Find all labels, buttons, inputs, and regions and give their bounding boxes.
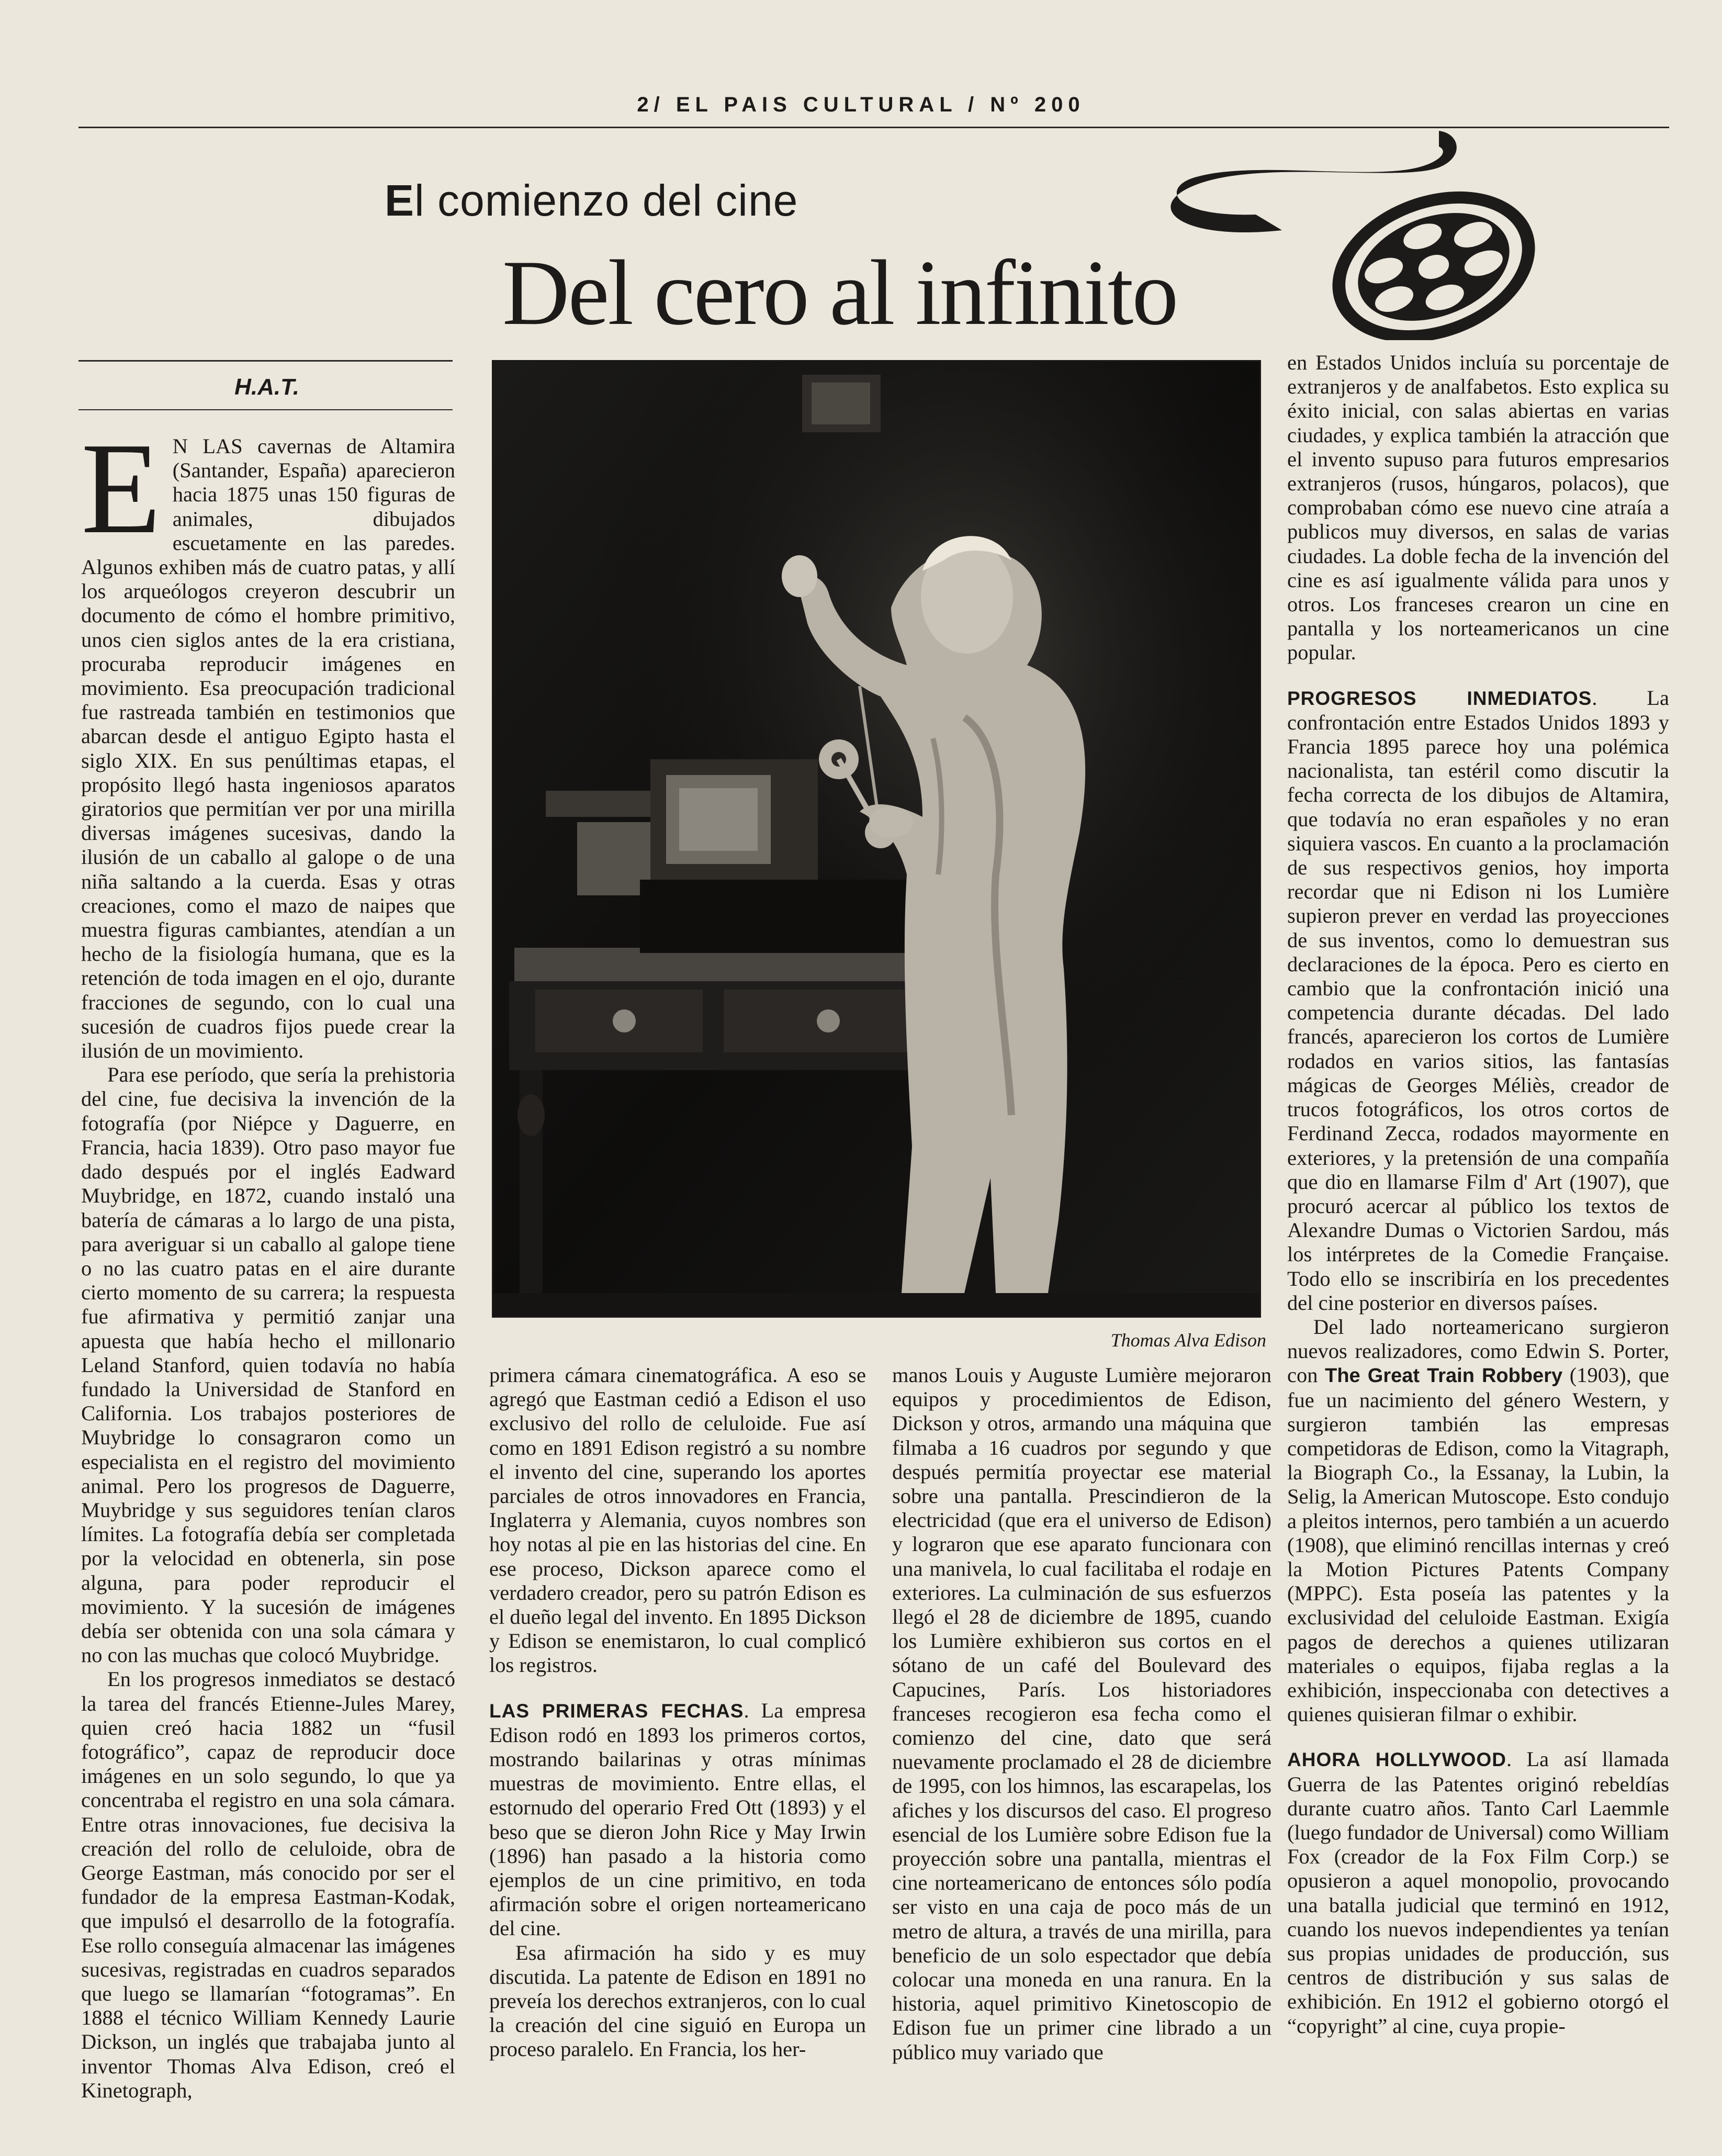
section-lead: AHORA HOLLYWOOD	[1287, 1749, 1506, 1771]
paragraph-text: . La así llamada Guerra de las Patentes originó rebeldías durante cuatro años. Tanto Carl Laemmle (luego fundador de Universal) como William Fox (creador de la Fox Film Corp.) se opusieron a aquel monopolio, provocando una batalla judicial que terminó en 1912, cuando los nuevos independientes ya tenían sus propias unidades de producción, sus centros de distribución y sus salas de exhibición. En 1912 el gobierno otorgó el “copyright” al cine, cuya propie-	[1287, 1747, 1669, 2038]
drop-cap: E	[81, 416, 161, 561]
kicker-rest: l comienzo del cine	[414, 176, 798, 225]
edison-photo-illustration	[493, 362, 1259, 1316]
running-head: 2/ EL PAIS CULTURAL / Nº 200	[637, 93, 1085, 116]
byline: H.A.T.	[234, 374, 299, 400]
paragraph-text: . La confrontación entre Estados Unidos 1893 y Francia 1895 parece hoy una polémica nacionalista, tan estéril como discutir la fecha correcta de los dibujos de Altamira, que todavía no eran españoles y no eran siquiera vascos. En cuanto a la proclamación de sus respectivos genios, hoy importa recordar que ni Edison ni los Lumière supieron prever en verdad las proyecciones de sus inventos, como lo demuestran sus declaraciones de la época. Pero es cierto en cambio que la confrontación inició una competencia durante décadas. Del lado francés, aparecieron los cortos de Lumière rodados en varios sitios, las fantasías mágicas de Georges Méliès, creador de trucos fotográficos, los otros cortos de Ferdinand Zecca, rodados mayormente en exteriores, y la pretensión de una compañía que dio en llamarse Film d' Art (1907), que procuró acercar al público los textos de Alexandre Dumas o Victorien Sardou, más los intérpretes de la Comedie Française. Todo ello se inscribiría en los precedentes del cine posterior en diversos países.	[1287, 686, 1670, 1315]
paragraph	[489, 1699, 866, 1941]
film-title: The Great Train Robbery	[1325, 1365, 1563, 1387]
paragraph	[1287, 1315, 1669, 1726]
article-column-2	[489, 1363, 866, 2062]
paragraph: Esa afirmación ha sido y es muy discutida. La patente de Edison en 1891 no preveía los derechos extranjeros, con lo cual la creación del cine siguió en Europa un proceso paralelo. En Francia, los her-	[489, 1940, 866, 2061]
paragraph-text: Del lado norteamericano surgieron nuevos realizadores, como Edwin S. Porter, con	[1287, 1315, 1669, 1387]
edison-photo	[492, 360, 1261, 1318]
byline-rule-bottom	[78, 409, 453, 410]
byline-rule-top	[78, 360, 453, 362]
article-column-4	[1287, 351, 1669, 2038]
paragraph: manos Louis y Auguste Lumière mejoraron equipos y procedimientos de Edison, Dickson y otros, armando una máquina que filmaba a 16 cuadros por segundo y que después permitía proyectar ese material sobre una pantalla. Prescindieron de la electricidad (que era el universo de Edison) y lograron que ese aparato funcionara con una manivela, lo cual facilitaba el rodaje en exteriores. La culminación de sus esfuerzos llegó el 28 de diciembre de 1895, cuando los Lumière exhibieron sus cortos en el sótano de un café del Boulevard des Capucines, París. Los historiadores franceses recogieron esa fecha como el comienzo del cine, dato que será nuevamente proclamado el 28 de diciembre de 1995, con los himnos, las escarapelas, los afiches y los discursos del caso. El progreso esencial de los Lumière sobre Edison fue la proyección sobre una pantalla, mientras el cine norteamericano de entonces sólo podía ser visto en una caja de poco más de un metro de altura, a través de una mirilla, para beneficio de un solo espectador que debía colocar una moneda en una ranura. En la historia, aquel primitivo Kinetoscopio de Edison fue un primer cine librado a un público muy variado que	[892, 1363, 1271, 2064]
paragraph	[1287, 1747, 1669, 2038]
paragraph: Para ese período, que sería la prehistoria del cine, fue decisiva la invención de la fotografía (por Niépce y Daguerre, en Francia, hacia 1839). Otro paso mayor fue dado después por el inglés Eadward Muybridge, en 1872, cuando instaló una batería de cámaras a lo largo de una pista, para averiguar si un caballo al galope tiene o no las cuatro patas en el aire durante cierto momento de su carrera; la respuesta fue afirmativa y permitió zanjar una apuesta que había hecho el millonario Leland Stanford, quien todavía no había fundado la Universidad de Stanford en California. Los trabajos posteriores de Muybridge lo consagraron como un especialista en el registro del movimiento animal. Pero los progresos de Daguerre, Muybridge y sus seguidores tenían claros límites. La fotografía debía ser completada por la velocidad en obtenerla, sin pose alguna, para poder reproducir el movimiento. Y la sucesión de imágenes debía ser obtenida con una sola cámara y no con las muchas que colocó Muybridge.	[81, 1063, 455, 1667]
headline: Del cero al infinito	[502, 241, 1177, 344]
paragraph-text: . La empresa Edison rodó en 1893 los primeros cortos, mostrando bailarinas y otras mínimas muestras de movimiento. Entre ellas, el estornudo del operario Fred Ott (1893) y el beso que se dieron John Rice y May Irwin (1896) han pasado a la historia como ejemplos de un cine primitivo, en toda afirmación sobre el origen norteamericano del cine.	[489, 1698, 866, 1940]
kicker	[385, 175, 798, 226]
film-reel-icon	[1125, 110, 1565, 340]
article-column-3	[892, 1363, 1271, 2064]
paragraph: en Estados Unidos incluía su porcentaje de extranjeros y de analfabetos. Esto explica su éxito inicial, con salas abiertas en varias ciudades, y explica también la atracción que el invento supuso para futuros empresarios extranjeros (rusos, húngaros, polacos), que comprobaban cómo ese nuevo cine atraía a publicos muy diversos, en salas de varias ciudades. La doble fecha de la invención del cine es así igualmente válida para unos y otros. Los franceses crearon un cine en pantalla y los norteamericanos un cine popular.	[1287, 351, 1669, 665]
paragraph	[81, 416, 455, 1063]
paragraph	[1287, 686, 1669, 1315]
paragraph-text: N LAS cavernas de Altamira (Santander, España) aparecieron hacia 1875 unas 150 figuras de animales, dibujados escuetamente en las paredes. Algunos exhiben más de cuatro patas, y allí los arqueólogos creyeron descubrir un documento de cómo el hombre primitivo, unos cien siglos antes de la era cristiana, procuraba reproducir imágenes en movimiento. Esa preocupación tradicional fue rastreada también en testimonios que abarcan desde el antiguo Egipto hasta el siglo XIX. En sus penúltimas etapas, el propósito llegó hasta ingeniosos aparatos giratorios que permitían ver por una mirilla diversas imágenes sucesivas, dando la ilusión de un caballo al galope o de una niña saltando a la cuerda. Esas y otras creaciones, como el mazo de naipes que muestra figuras cambiantes, atendían a un hecho de la fisiología humana, que es la retención de toda imagen en el ojo, durante fracciones de segundo, con lo cual una sucesión de cuadros fijos puede crear la ilusión de un movimiento.	[81, 434, 455, 1063]
article-column-1	[81, 416, 455, 2103]
section-lead: LAS PRIMERAS FECHAS	[489, 1700, 744, 1722]
paragraph-text: (1903), que fue un nacimiento del género Western, y surgieron también las empresas competidoras de Edison, como la Vitagraph, la Biograph Co., la Essanay, la Lubin, la Selig, la American Mutoscope. Esto condujo a pleitos internos, pero también a un acuerdo (1908), que eliminó rencillas internas y creó la Motion Pictures Patents Company (MPPC). Esta poseía las patentes y la exclusividad del celuloide Eastman. Exigía pagos de derechos a quienes utilizaran materiales o equipos, fijaba reglas a la exhibición, inspeccionaba con detectives a quienes quisieran filmar o exhibir.	[1287, 1363, 1669, 1726]
section-lead: PROGRESOS INMEDIATOS	[1287, 687, 1592, 709]
paragraph: En los progresos inmediatos se destacó la tarea del francés Etienne-Jules Marey, quien creó hacia 1882 un “fusil fotográfico”, capaz de reproducir doce imágenes en un solo segundo, lo que ya concentraba el registro en una sola cámara. Entre otras innovaciones, fue decisiva la creación del rollo de celuloide, obra de George Eastman, más conocido por ser el fundador de la empresa Eastman-Kodak, que impulsó el desarrollo de la fotografía. Ese rollo conseguía almacenar las imágenes sucesivas, registradas en cuadros separados que luego se llamarían “fotogramas”. En 1888 el técnico William Kennedy Laurie Dickson, un inglés que trabajaba junto al inventor Thomas Alva Edison, creó el Kinetograph,	[81, 1667, 455, 2102]
kicker-initial: E	[385, 176, 415, 225]
photo-caption: Thomas Alva Edison	[1110, 1330, 1266, 1351]
paragraph: primera cámara cinematográfica. A eso se agregó que Eastman cedió a Edison el uso exclusivo del rollo de celuloide. Fue así como en 1891 Edison registró a su nombre el invento del cine, superando los aportes parciales de otros innovadores en Francia, Inglaterra y Alemania, cuyos nombres son hoy notas al pie en las historias del cine. En ese proceso, Dickson aparece como el verdadero creador, pero su patrón Edison es el dueño legal del invento. En 1895 Dickson y Edison se enemistaron, lo cual complicó los registros.	[489, 1363, 866, 1677]
